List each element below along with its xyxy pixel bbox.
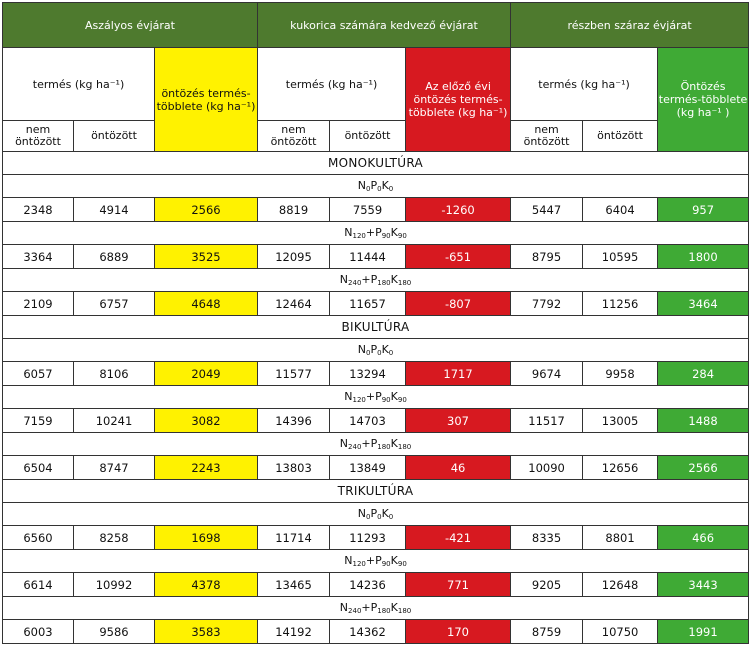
cell-g2-surplus: -421: [406, 526, 511, 550]
formula-element: +P: [365, 554, 382, 567]
table-row: [3, 620, 749, 644]
cell-g3-irrigated: 12648: [583, 573, 658, 597]
cell-g2-surplus: -1260: [406, 198, 511, 222]
cell-g1-surplus: 2049: [155, 362, 258, 386]
cell-g3-not-irrigated: 8795: [511, 245, 583, 269]
cell-g3-not-irrigated: 5447: [511, 198, 583, 222]
cell-g2-irrigated: 13849: [330, 456, 406, 480]
formula-element: P: [370, 179, 378, 192]
not-irrigated-header-1: nem öntözött: [3, 121, 74, 152]
cell-g3-irrigated: 10595: [583, 245, 658, 269]
table-header: [3, 3, 749, 152]
formula-dose: 0: [366, 185, 371, 193]
cell-g3-irrigated: 12656: [583, 456, 658, 480]
cell-g3-not-irrigated: 11517: [511, 409, 583, 433]
table-row: [3, 292, 749, 316]
formula-dose: 180: [397, 443, 412, 451]
cell-g2-irrigated: 11444: [330, 245, 406, 269]
fertilizer-formula: [3, 386, 749, 409]
cell-g2-not-irrigated: 11577: [258, 362, 330, 386]
formula-element: +P: [361, 437, 378, 450]
cell-g1-irrigated: 8747: [74, 456, 155, 480]
cell-g2-not-irrigated: 14192: [258, 620, 330, 644]
cell-g3-surplus: 1488: [658, 409, 749, 433]
not-irrigated-header-3: nem öntözött: [511, 121, 583, 152]
formula-dose: 240: [348, 279, 362, 287]
cell-g1-not-irrigated: 3364: [3, 245, 74, 269]
formula-dose: 90: [397, 560, 407, 568]
irrigated-header-2: öntözött: [330, 121, 406, 152]
formula-dose: 180: [377, 607, 391, 615]
table-row: [3, 409, 749, 433]
formula-element: N: [357, 179, 366, 192]
formula-element: K: [390, 273, 398, 286]
formula-dose: 90: [397, 396, 407, 404]
formula-element: N: [339, 437, 349, 450]
group-header-favorable-year: kukorica számára kedvező évjárat: [258, 3, 511, 48]
fertilizer-formula: [3, 175, 749, 198]
table-row: [3, 573, 749, 597]
formula-dose: 240: [348, 607, 362, 615]
cell-g3-irrigated: 13005: [583, 409, 658, 433]
formula-element: K: [390, 437, 398, 450]
yield-header-3: termés (kg ha⁻¹): [511, 48, 658, 121]
fertilizer-formula: [3, 339, 749, 362]
formula-element: K: [390, 601, 398, 614]
cell-g1-not-irrigated: 6614: [3, 573, 74, 597]
irrigated-header-3: öntözött: [583, 121, 658, 152]
cell-g1-not-irrigated: 2348: [3, 198, 74, 222]
formula-dose: 0: [377, 185, 382, 193]
formula-dose: 0: [366, 513, 371, 521]
cell-g3-not-irrigated: 8759: [511, 620, 583, 644]
formula-dose: 180: [397, 279, 412, 287]
cell-g3-not-irrigated: 9674: [511, 362, 583, 386]
formula-element: K: [381, 343, 389, 356]
cell-g1-not-irrigated: 6560: [3, 526, 74, 550]
cell-g3-irrigated: 8801: [583, 526, 658, 550]
formula-element: N: [357, 507, 366, 520]
formula-dose: 120: [352, 396, 366, 404]
formula-dose: 90: [381, 396, 391, 404]
cell-g1-not-irrigated: 2109: [3, 292, 74, 316]
cell-g2-not-irrigated: 13803: [258, 456, 330, 480]
formula-dose: 0: [388, 349, 394, 357]
formula-element: K: [390, 390, 398, 403]
formula-dose: 120: [352, 560, 366, 568]
formula-dose: 180: [377, 443, 391, 451]
formula-dose: 0: [388, 513, 394, 521]
fertilizer-formula: [3, 269, 749, 292]
cell-g3-surplus: 2566: [658, 456, 749, 480]
formula-element: N: [344, 226, 353, 239]
formula-element: +P: [365, 226, 382, 239]
cell-g2-irrigated: 14362: [330, 620, 406, 644]
cell-g3-not-irrigated: 10090: [511, 456, 583, 480]
formula-dose: 0: [377, 349, 382, 357]
cell-g2-not-irrigated: 12464: [258, 292, 330, 316]
cell-g2-irrigated: 13294: [330, 362, 406, 386]
cell-g1-surplus: 2243: [155, 456, 258, 480]
formula-element: P: [370, 343, 378, 356]
table-row: [3, 456, 749, 480]
cell-g2-not-irrigated: 13465: [258, 573, 330, 597]
cell-g2-not-irrigated: 14396: [258, 409, 330, 433]
formula-element: K: [381, 507, 389, 520]
formula-element: P: [370, 507, 378, 520]
section-title: BIKULTÚRA: [3, 316, 749, 339]
cell-g3-irrigated: 9958: [583, 362, 658, 386]
cell-g1-surplus: 1698: [155, 526, 258, 550]
cell-g1-irrigated: 6889: [74, 245, 155, 269]
cell-g2-surplus: 771: [406, 573, 511, 597]
formula-element: +P: [365, 390, 382, 403]
cell-g1-surplus: 3583: [155, 620, 258, 644]
formula-dose: 0: [388, 185, 394, 193]
cell-g1-not-irrigated: 7159: [3, 409, 74, 433]
cell-g1-surplus: 2566: [155, 198, 258, 222]
fertilizer-formula: [3, 433, 749, 456]
cell-g2-surplus: -651: [406, 245, 511, 269]
cell-g3-surplus: 466: [658, 526, 749, 550]
cell-g3-surplus: 957: [658, 198, 749, 222]
formula-dose: 180: [377, 279, 391, 287]
group-header-dry-year: Aszályos évjárat: [3, 3, 258, 48]
fertilizer-formula: [3, 597, 749, 620]
formula-dose: 90: [381, 232, 391, 240]
cell-g3-irrigated: 6404: [583, 198, 658, 222]
cell-g1-surplus: 4648: [155, 292, 258, 316]
cell-g1-irrigated: 6757: [74, 292, 155, 316]
cell-g1-surplus: 3525: [155, 245, 258, 269]
formula-element: N: [344, 554, 353, 567]
formula-element: N: [339, 273, 349, 286]
surplus-header-1: öntözés termés-többlete (kg ha⁻¹): [155, 48, 258, 152]
table-row: [3, 245, 749, 269]
formula-element: K: [390, 554, 398, 567]
cell-g2-not-irrigated: 12095: [258, 245, 330, 269]
cell-g1-irrigated: 8106: [74, 362, 155, 386]
section-title: TRIKULTÚRA: [3, 480, 749, 503]
cell-g3-irrigated: 10750: [583, 620, 658, 644]
cell-g2-not-irrigated: 8819: [258, 198, 330, 222]
irrigated-header-1: öntözött: [74, 121, 155, 152]
cell-g2-surplus: 307: [406, 409, 511, 433]
cell-g3-surplus: 3443: [658, 573, 749, 597]
cell-g1-not-irrigated: 6504: [3, 456, 74, 480]
formula-dose: 0: [366, 349, 371, 357]
cell-g1-irrigated: 4914: [74, 198, 155, 222]
yield-table: [2, 2, 749, 644]
cell-g3-not-irrigated: 8335: [511, 526, 583, 550]
formula-dose: 90: [397, 232, 407, 240]
cell-g2-not-irrigated: 11714: [258, 526, 330, 550]
cell-g1-irrigated: 10992: [74, 573, 155, 597]
formula-element: +P: [361, 601, 378, 614]
formula-dose: 0: [377, 513, 382, 521]
cell-g3-not-irrigated: 7792: [511, 292, 583, 316]
cell-g2-irrigated: 14236: [330, 573, 406, 597]
formula-element: N: [339, 601, 349, 614]
group-header-partly-dry-year: részben száraz évjárat: [511, 3, 749, 48]
formula-dose: 240: [348, 443, 362, 451]
cell-g2-irrigated: 14703: [330, 409, 406, 433]
cell-g3-irrigated: 11256: [583, 292, 658, 316]
surplus-header-2: Az előző évi öntözés termés-többlete (kg ha⁻¹): [406, 48, 511, 152]
formula-element: N: [357, 343, 366, 356]
table-body: [3, 152, 749, 644]
cell-g3-surplus: 3464: [658, 292, 749, 316]
cell-g3-surplus: 1991: [658, 620, 749, 644]
cell-g2-irrigated: 11657: [330, 292, 406, 316]
cell-g2-surplus: 170: [406, 620, 511, 644]
cell-g1-not-irrigated: 6057: [3, 362, 74, 386]
formula-dose: 120: [352, 232, 366, 240]
formula-element: N: [344, 390, 353, 403]
fertilizer-formula: [3, 550, 749, 573]
cell-g3-surplus: 1800: [658, 245, 749, 269]
cell-g2-surplus: -807: [406, 292, 511, 316]
cell-g1-surplus: 4378: [155, 573, 258, 597]
cell-g3-surplus: 284: [658, 362, 749, 386]
fertilizer-formula: [3, 503, 749, 526]
cell-g1-irrigated: 8258: [74, 526, 155, 550]
cell-g2-irrigated: 11293: [330, 526, 406, 550]
cell-g1-irrigated: 9586: [74, 620, 155, 644]
cell-g1-not-irrigated: 6003: [3, 620, 74, 644]
cell-g2-surplus: 1717: [406, 362, 511, 386]
cell-g2-surplus: 46: [406, 456, 511, 480]
cell-g1-surplus: 3082: [155, 409, 258, 433]
cell-g3-not-irrigated: 9205: [511, 573, 583, 597]
table-row: [3, 362, 749, 386]
formula-element: K: [390, 226, 398, 239]
fertilizer-formula: [3, 222, 749, 245]
table-row: [3, 526, 749, 550]
section-title: MONOKULTÚRA: [3, 152, 749, 175]
yield-header-2: termés (kg ha⁻¹): [258, 48, 406, 121]
not-irrigated-header-2: nem öntözött: [258, 121, 330, 152]
formula-element: +P: [361, 273, 378, 286]
table-row: [3, 198, 749, 222]
formula-dose: 180: [397, 607, 412, 615]
cell-g2-irrigated: 7559: [330, 198, 406, 222]
surplus-header-3: Öntözés termés-többlete (kg ha⁻¹ ): [658, 48, 749, 152]
formula-dose: 90: [381, 560, 391, 568]
yield-header-1: termés (kg ha⁻¹): [3, 48, 155, 121]
formula-element: K: [381, 179, 389, 192]
cell-g1-irrigated: 10241: [74, 409, 155, 433]
